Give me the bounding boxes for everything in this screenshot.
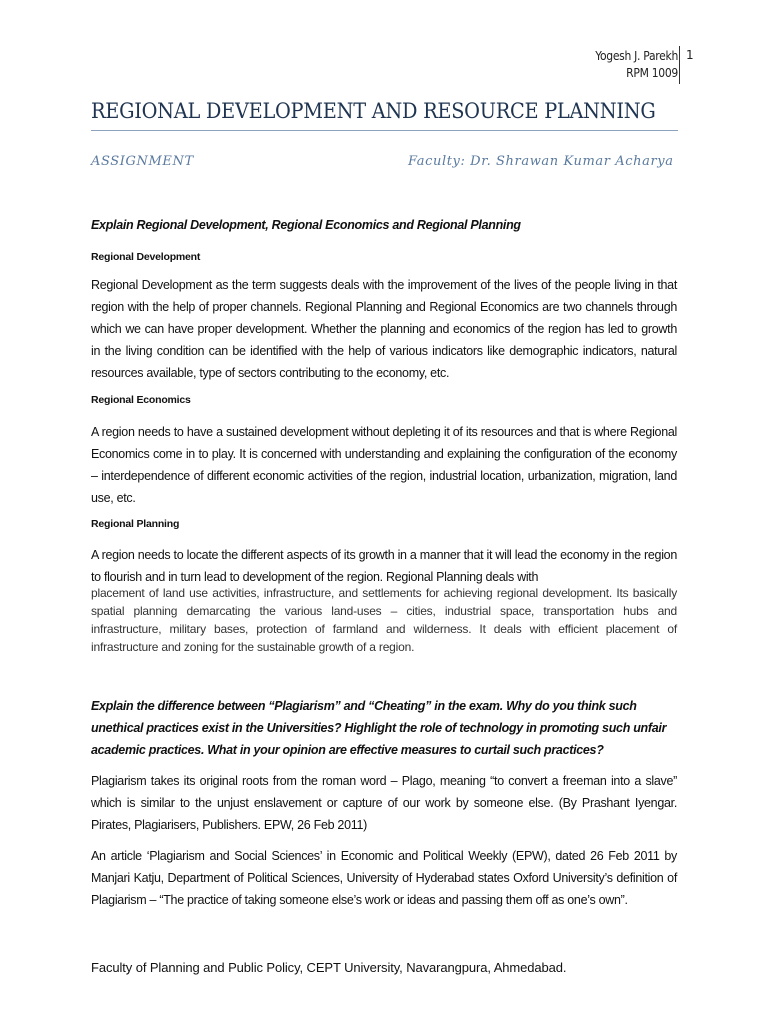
question-2: Explain the difference between “Plagiarism” and “Cheating” in the exam. Why do you think such unethical practices exist in the Universities? Highlight the role of technology in promoting such unfair academic practices. What in your opinion are effective measures to curtail such practices? xyxy=(91,699,667,757)
paragraph-regional-development: Regional Development as the term suggests deals with the improvement of the lives of the people living in that region with the help of proper channels. Regional Planning and Regional Economics are two channels through which we can have proper development. Whether the planning and economics of the region has led to growth in the living condition can be identified with the help of various indicators like demographic indicators, natural resources available, type of sectors contributing to the economy, etc. xyxy=(91,278,677,380)
paragraph-plagiarism-definition: An article ‘Plagiarism and Social Sciences’ in Economic and Political Weekly (EPW), dated 26 Feb 2011 by Manjari Katju, Department of Political Sciences, University of Hyderabad states Oxford University’s definition of Plagiarism – “The practice of taking someone else’s work or ideas and passing them off as one’s own”. xyxy=(91,849,677,907)
page-footer: Faculty of Planning and Public Policy, CEPT University, Navarangpura, Ahmedabad. xyxy=(91,960,567,975)
heading-regional-economics: Regional Economics xyxy=(91,394,191,406)
course-code: RPM 1009 xyxy=(626,66,678,80)
paragraph-regional-economics: A region needs to have a sustained development without depleting it of its resources and that is where Regional Economics come in to play. It is concerned with understanding and explaining the configuration of the economy – interdependence of different economic activities of the region, industrial location, urbanization, migration, land use, etc. xyxy=(91,425,677,505)
paragraph-regional-planning: A region needs to locate the different aspects of its growth in a manner that it will lead the economy in the region to flourish and in turn lead to development of the region. Regional Planning deals with xyxy=(91,548,677,584)
document-title: REGIONAL DEVELOPMENT AND RESOURCE PLANNING xyxy=(91,99,656,123)
question-1: Explain Regional Development, Regional Economics and Regional Planning xyxy=(91,218,521,232)
heading-regional-development: Regional Development xyxy=(91,251,201,263)
paragraph-plagiarism-origin: Plagiarism takes its original roots from the roman word – Plago, meaning “to convert a freeman into a slave” which is similar to the unjust enslavement or capture of our work by someone else. (By Prashant Iyengar. Pirates, Plagiarisers, Publishers. EPW, 26 Feb 2011) xyxy=(91,774,677,832)
faculty-label: Faculty: Dr. Shrawan Kumar Acharya xyxy=(408,154,674,169)
heading-regional-planning: Regional Planning xyxy=(91,518,180,530)
page-header xyxy=(595,48,678,82)
title-rule xyxy=(91,130,678,131)
header-divider xyxy=(679,46,680,84)
assignment-label: ASSIGNMENT xyxy=(91,154,194,169)
author-name: Yogesh J. Parekh xyxy=(595,49,678,63)
page-number: 1 xyxy=(686,48,694,62)
paragraph-regional-planning-continued: placement of land use activities, infrastructure, and settlements for achieving regional development. Its basically spatial planning demarcating the various land-uses – cities, industrial space, transportation hubs and infrastructure, military bases, protection of farmland and wilderness. It deals with efficient placement of infrastructure and zoning for the sustainable growth of a region. xyxy=(91,586,677,654)
